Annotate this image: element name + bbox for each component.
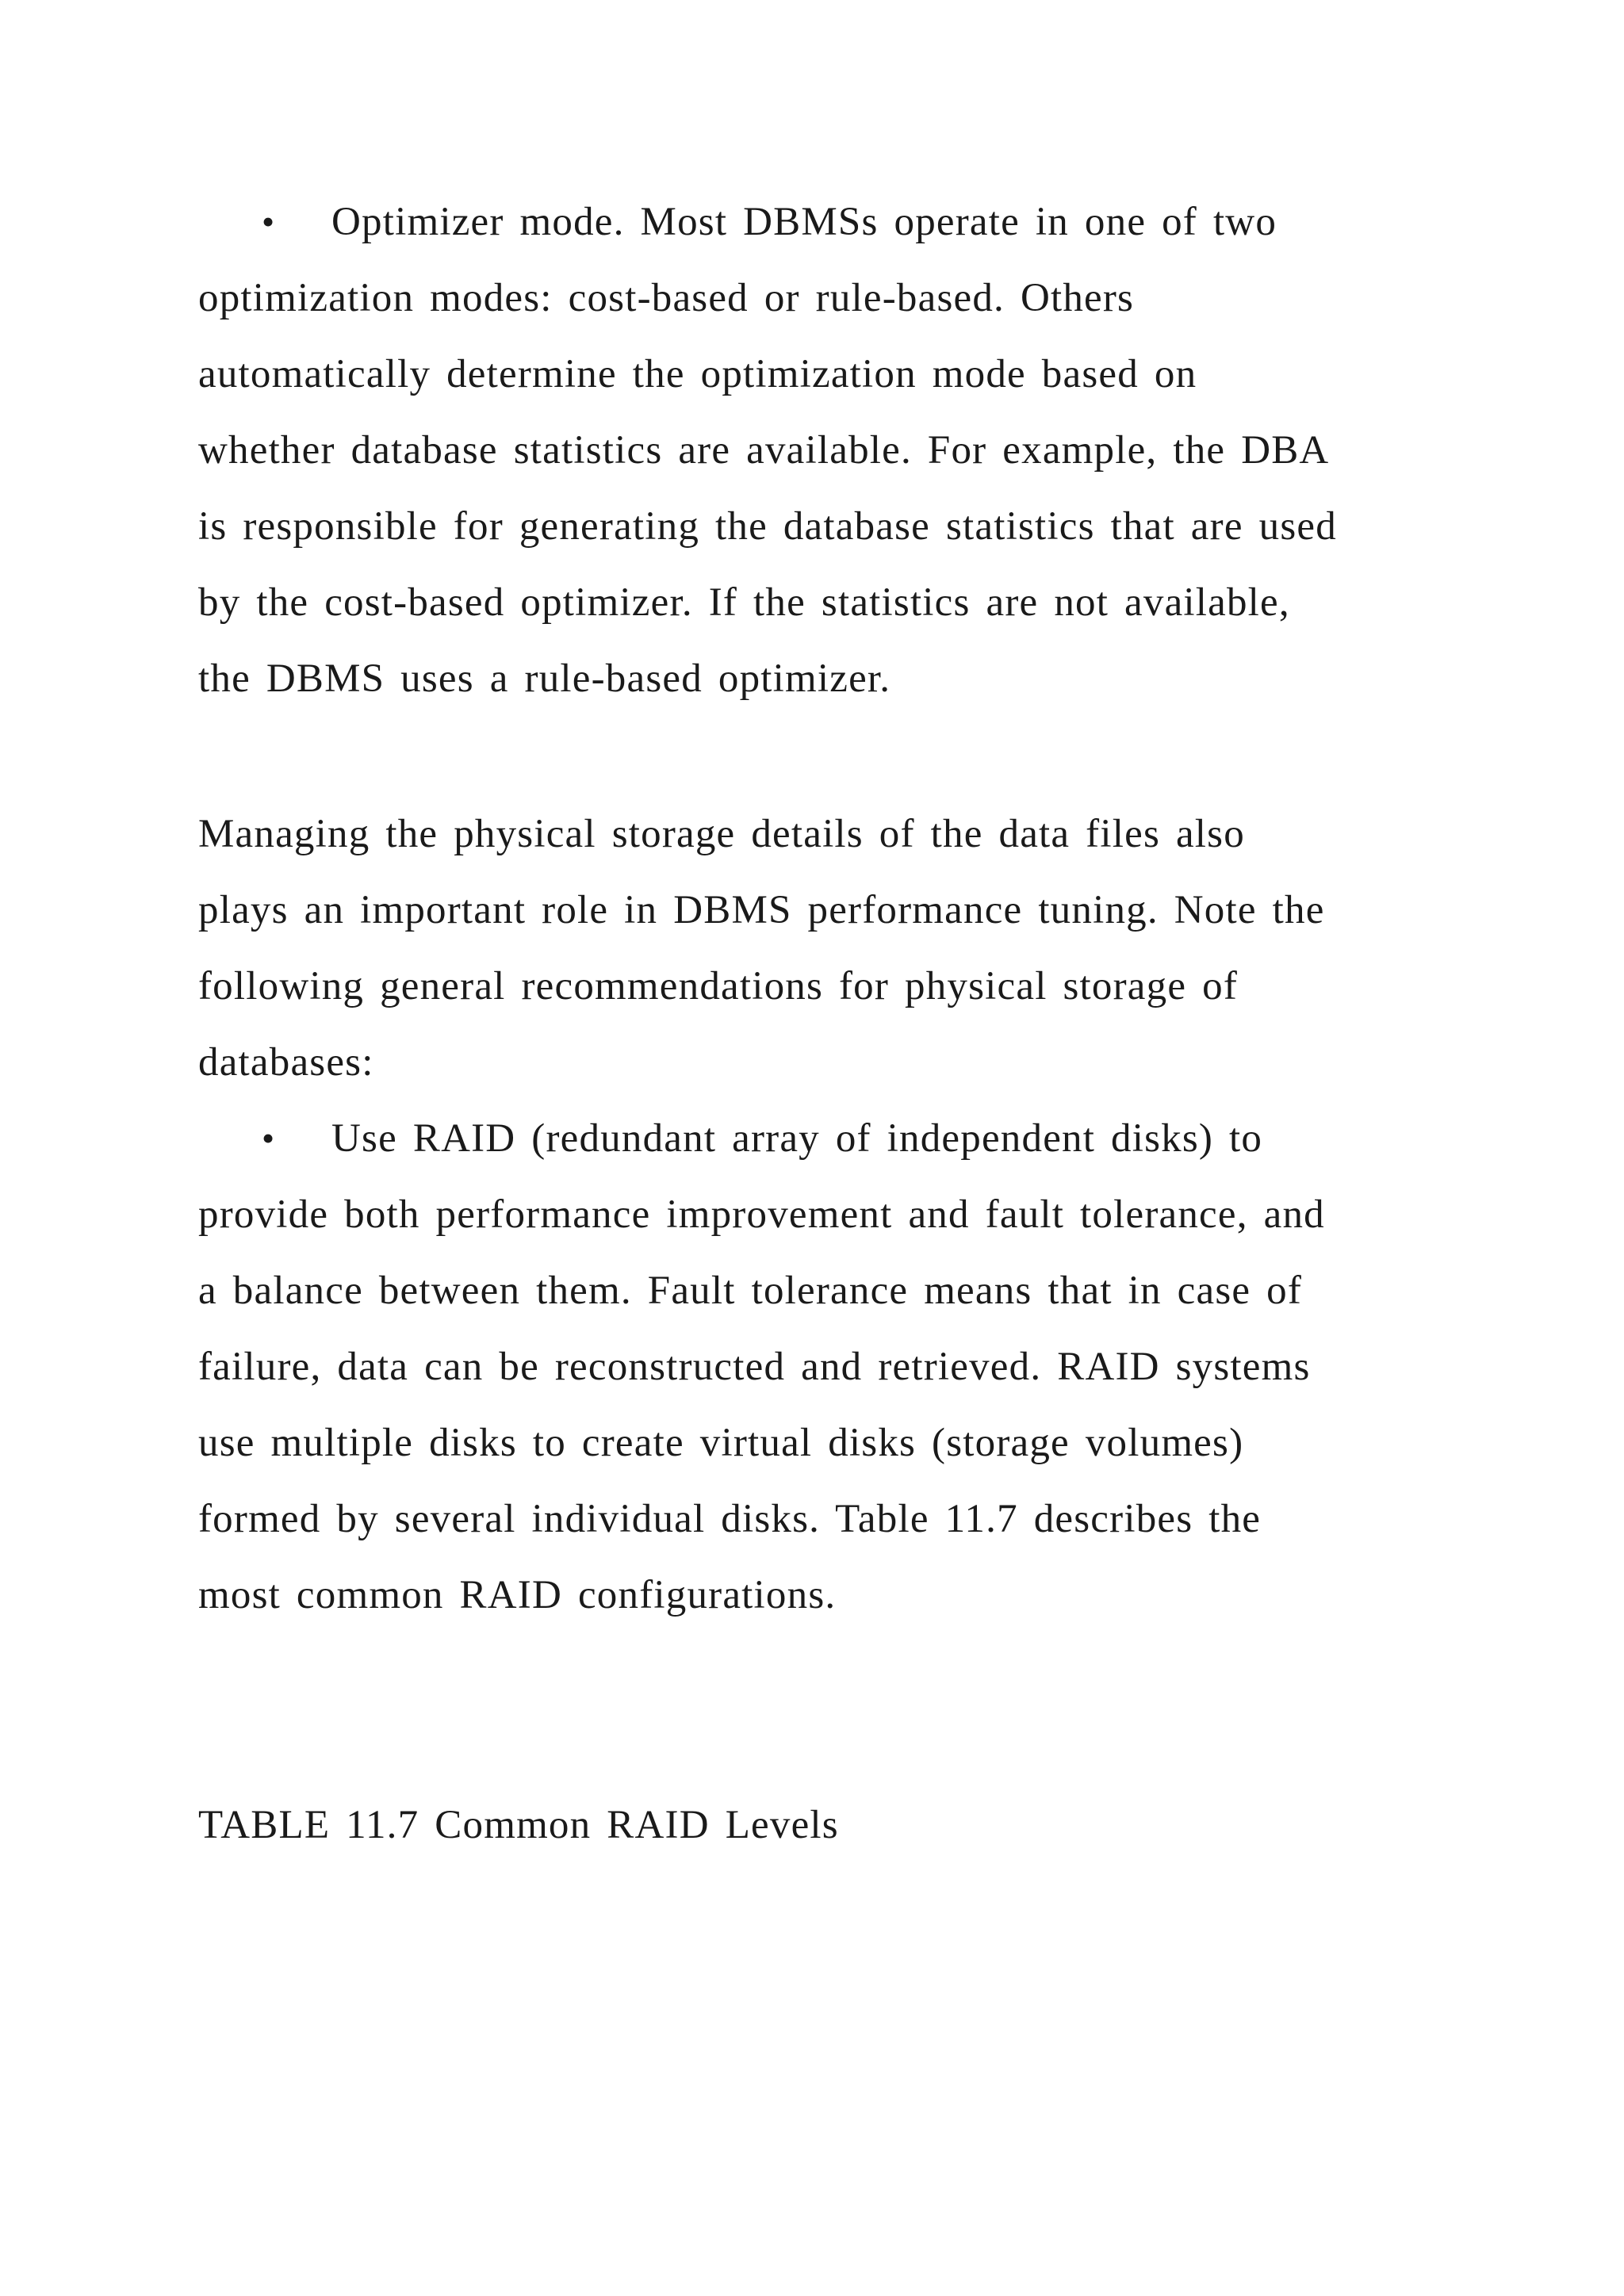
text-line: automatically determine the optimization mode based on bbox=[198, 352, 1197, 396]
text-line: whether database statistics are available. For example, the DBA bbox=[198, 428, 1330, 473]
text-line: Optimizer mode. Most DBMSs operate in one of two bbox=[331, 200, 1277, 244]
text-line: plays an important role in DBMS performance tuning. Note the bbox=[198, 888, 1325, 932]
text-line: most common RAID configurations. bbox=[198, 1573, 837, 1617]
text-line: use multiple disks to create virtual disks (storage volumes) bbox=[198, 1421, 1244, 1465]
bullet-marker: • bbox=[262, 201, 275, 242]
text-line: is responsible for generating the database statistics that are used bbox=[198, 504, 1337, 549]
bullet-marker: • bbox=[262, 1118, 275, 1158]
text-line: Managing the physical storage details of the data files also bbox=[198, 812, 1245, 856]
text-line: the DBMS uses a rule-based optimizer. bbox=[198, 656, 891, 701]
text-line: failure, data can be reconstructed and retrieved. RAID systems bbox=[198, 1345, 1311, 1389]
text-line: provide both performance improvement and fault tolerance, and bbox=[198, 1192, 1325, 1237]
text-line: Use RAID (redundant array of independent disks) to bbox=[331, 1116, 1263, 1161]
text-line: optimization modes: cost-based or rule-based. Others bbox=[198, 276, 1135, 320]
text-line: by the cost-based optimizer. If the statistics are not available, bbox=[198, 580, 1290, 625]
text-line: databases: bbox=[198, 1040, 374, 1085]
text-line: a balance between them. Fault tolerance means that in case of bbox=[198, 1269, 1303, 1313]
table-caption: TABLE 11.7 Common RAID Levels bbox=[198, 1803, 839, 1847]
text-line: formed by several individual disks. Table 11.7 describes the bbox=[198, 1497, 1262, 1541]
text-line: following general recommendations for physical storage of bbox=[198, 964, 1239, 1008]
